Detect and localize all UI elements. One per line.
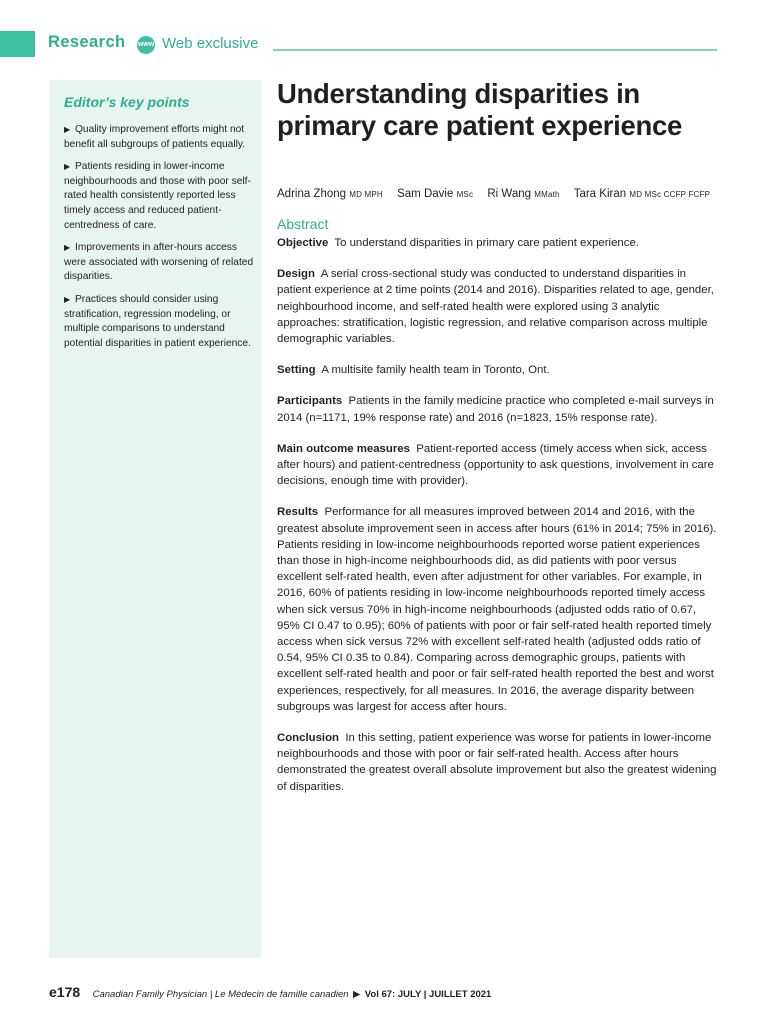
author-name: Ri Wang (487, 188, 532, 200)
section-label: Setting (277, 364, 316, 377)
section-text: Patient-reported access (timely access when sick, access after hours) and patient-centredness (opportunity to ask questions, involvement in care decisions, enough time with provider). (277, 442, 714, 488)
section-text: To understand disparities in primary care patient experience. (334, 237, 639, 249)
key-point-text: Improvements in after-hours access were associated with worsening of related disparities. (64, 242, 254, 283)
bullet-arrow-icon: ▶ (64, 125, 71, 134)
abstract-body (277, 235, 719, 810)
author-degrees: MSc (456, 190, 474, 199)
author (397, 188, 473, 200)
author-name: Adrina Zhong (277, 188, 347, 200)
editors-key-points-box (49, 80, 261, 958)
section-subtitle: Web exclusive (162, 35, 259, 52)
author (574, 188, 710, 200)
header-divider (273, 49, 717, 51)
key-point-text: Quality improvement efforts might not benefit all subgroups of patients equally. (64, 124, 246, 150)
abstract-section-outcomes (277, 441, 719, 490)
abstract-section-conclusion (277, 730, 719, 795)
author-degrees: MD MPH (349, 190, 383, 199)
bullet-arrow-icon: ▶ (64, 162, 71, 172)
key-point-text: Patients residing in lower-income neighbourhoods and those with poor self-rated health consistently reported less timely access and reduced patient-centredness of care. (64, 161, 251, 231)
abstract-section-design (277, 266, 719, 347)
author-list (277, 188, 727, 200)
bullet-arrow-icon: ▶ (64, 243, 71, 253)
abstract-section-participants (277, 393, 719, 425)
footer-arrow-icon: ▶ (353, 989, 361, 1000)
key-point-item (64, 241, 256, 285)
section-label: Design (277, 268, 315, 281)
author-name: Sam Davie (397, 188, 454, 200)
volume-issue: Vol 67: JULY | JUILLET 2021 (364, 989, 492, 1000)
section-label: Results (277, 506, 319, 519)
key-points-list (64, 123, 256, 359)
author-degrees: MD MSc CCFP FCFP (629, 190, 711, 199)
section-label: Objective (277, 237, 329, 249)
author (487, 188, 559, 200)
article-title: Understanding disparities in primary care patient experience (277, 78, 682, 141)
abstract-section-results (277, 504, 719, 715)
section-label: Conclusion (277, 732, 340, 745)
section-text: Performance for all measures improved between 2014 and 2016, with the greatest absolute improvement seen in access after hours (61% in 2014; 75% in 2016). Patients residing in low-income neighbourhoods reported worse patient experiences than those in high-income neighbourhoods did, as did patients with poor versus excellent self-rated health, even after adjustment for other variables. For example, in 2016, 60% of patients residing in low-income neighbourhoods reported timely access when sick versus 70% in high-income neighbourhoods (adjusted odds ratio of 0.67, 95% CI 0.47 to 0.95); 60% of patients with poor or fair self-rated health reported timely access when sick versus 72% with excellent self-rated health (adjusted odds ratio of 0.54, 95% CI 0.35 to 0.84). Comparing across demographic groups, patients with excellent self-rated health and poor or fair self-rated health reported the best and worst experiences, respectively, for all measures. In 2016, the average disparity between subgroups was largest for access after hours. (277, 506, 717, 713)
author-name: Tara Kiran (573, 188, 627, 200)
abstract-heading: Abstract (277, 216, 329, 232)
key-point-item (64, 293, 256, 351)
section-label: Participants (277, 395, 343, 408)
section-text: A multisite family health team in Toronto, Ont. (321, 364, 550, 377)
abstract-section-objective (277, 235, 719, 251)
section-tab-marker (0, 31, 35, 57)
author-degrees: MMath (534, 190, 560, 199)
key-point-item (64, 160, 256, 233)
section-text: Patients in the family medicine practice who completed e-mail surveys in 2014 (n=1171, 19% response rate) and 2016 (n=1823, 15% response rate). (277, 395, 714, 424)
key-point-item (64, 123, 256, 152)
key-points-title: Editor’s key points (64, 94, 190, 110)
abstract-section-setting (277, 362, 719, 378)
bullet-arrow-icon: ▶ (64, 294, 71, 304)
author (277, 188, 383, 200)
section-label: Research (48, 33, 126, 51)
page-number: e178 (49, 984, 81, 1000)
key-point-text: Practices should consider using stratification, regression modeling, or multiple comparisons to understand potential disparities in patient experience. (64, 293, 251, 349)
page-footer (49, 984, 749, 1002)
section-label: Main outcome measures (277, 442, 410, 455)
section-text: In this setting, patient experience was worse for patients in lower-income neighbourhoods and those with poor or fair self-rated health. Access after hours demonstrated the greatest overall absolute improvement but also the greatest widening of disparities. (277, 732, 717, 793)
web-globe-icon: www (137, 36, 155, 54)
section-text: A serial cross-sectional study was conducted to understand disparities in patient experience at 2 time points (2014 and 2016). Disparities related to age, gender, neighbourhood income, and self-rated health were explored using 3 analytic approaches: stratification, logistic regression, and relative comparison across multiple demographic variables. (277, 268, 714, 346)
journal-name: Canadian Family Physician | Le Médecin de famille canadien (92, 989, 349, 1000)
